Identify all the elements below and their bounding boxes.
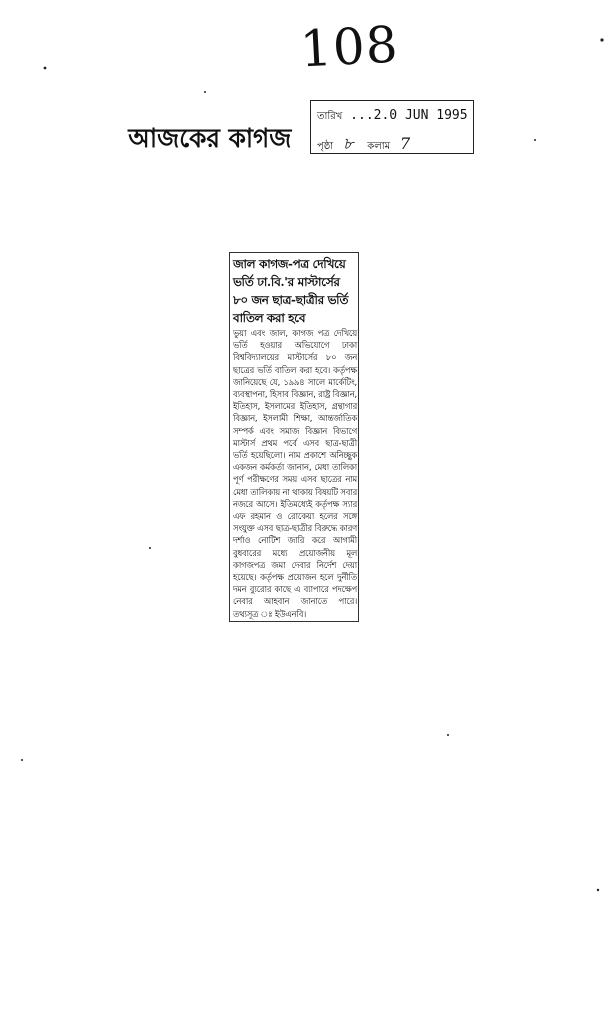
- stamp-page-row: [317, 131, 420, 158]
- stamp-column-value: 7: [399, 134, 411, 153]
- article-body: ভুয়া এবং জাল, কাগজ পত্র দেখিয়ে ভর্তি হওয়ার অভিযোগে ঢাকা বিশ্ববিদ্যালয়ের মাস্টার্সের ৮০ জন ছাত্রের ভর্তি বাতিল করা হবে। কর্তৃপক্ষ জানিয়েছে যে, ১৯৯৪ সালে মার্কেটিং, ব্যবস্থাপনা, হিসাব বিজ্ঞান, রাষ্ট্র বিজ্ঞান, ইতিহাস, ইসলামের ইতিহাস, গ্রন্থাগার বিজ্ঞান, ইসলামী শিক্ষা, আন্তর্জাতিক সম্পর্ক এবং সমাজ বিজ্ঞান বিভাগে মাস্টার্স প্রথম পর্বে এসব ছাত্র-ছাত্রী ভর্তি হয়েছিলো। নাম প্রকাশে অনিচ্ছুক একজন কর্মকর্তা জানান, মেধা তালিকা পূর্ণ পরীক্ষণের সময় এসব ছাত্রের নাম মেধা তালিকায় না থাকায় বিষয়টি সবার নজরে আসে। ইতিমধ্যেই কর্তৃপক্ষ স্যার এফ রহমান ও রোকেয়া হলের সঙ্গে সংযুক্ত এসব ছাত্র-ছাত্রীর বিরুদ্ধে কারণ দর্শাও নোটিশ জারি করে আগামী বুধবারের মধ্যে প্রয়োজনীয় মূল কাগজপত্র জমা দেবার নির্দেশ দেয়া হয়েছে। কর্তৃপক্ষ প্রয়োজন হলে দুর্নীতি দমন ব্যুরোর কাছে এ ব্যাপারে পদক্ষেপ নেবার আহবান জানাতে পারে। তথ্যসূত্র ঃ ইউএনবি।: [233, 328, 357, 619]
- article-headline: জাল কাগজ-পত্র দেখিয়ে ভর্তি ঢা.বি.'র মাস্টার্সের ৮০ জন ছাত্র-ছাত্রীর ভর্তি বাতিল করা হবে: [233, 257, 348, 325]
- stamp-date-label: তারিখ: [317, 111, 343, 122]
- stamp-date-row: [317, 108, 468, 126]
- stamp-date-value: ...2.0 JUN 1995: [350, 108, 468, 123]
- news-clipping: [229, 252, 359, 622]
- stamp-column-label: কলাম: [367, 141, 391, 152]
- newspaper-masthead: আজকের কাগজ: [128, 124, 292, 154]
- stamp-page-label: পৃষ্ঠা: [317, 141, 334, 152]
- stamp-page-value: ৮: [343, 134, 354, 153]
- date-stamp: [310, 100, 474, 154]
- handwritten-folio-number: 108: [298, 15, 400, 79]
